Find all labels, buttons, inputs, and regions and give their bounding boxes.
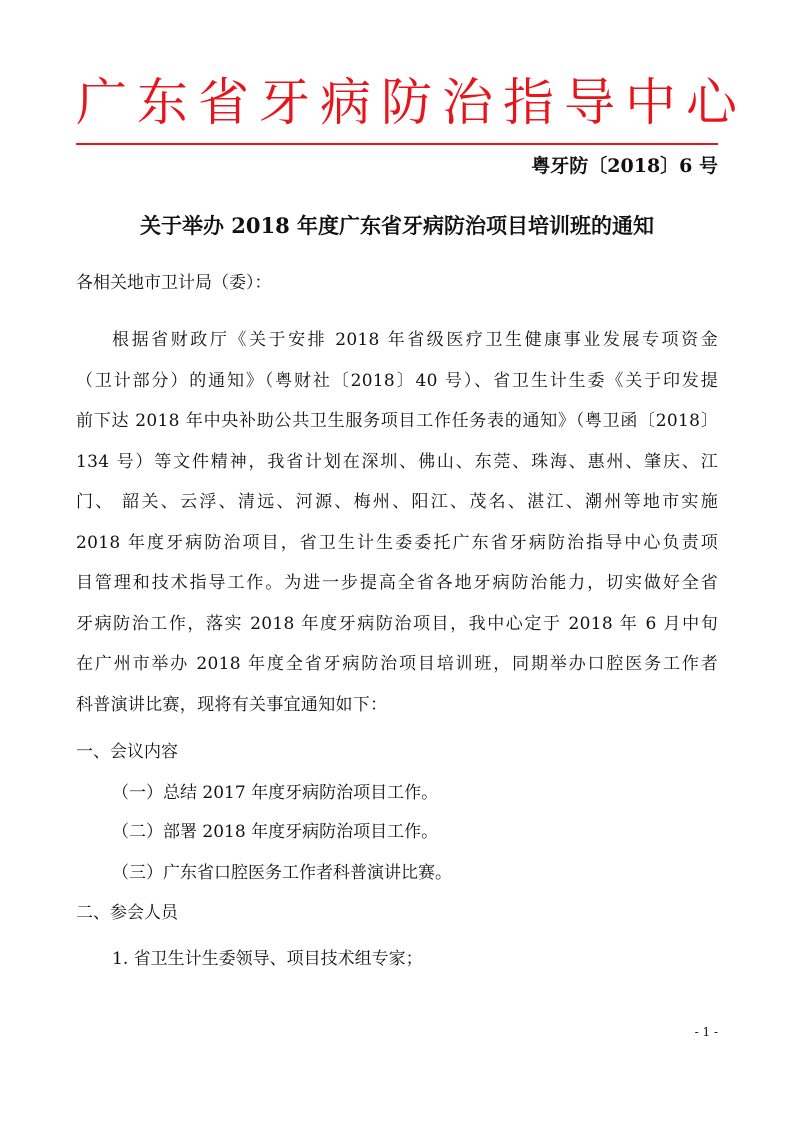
- meeting-item-2: （二）部署 2018 年度牙病防治项目工作。: [112, 822, 439, 842]
- body-line: 牙病防治工作，落实 2018 年度牙病防治项目，我中心定于 2018 年 6 月中旬: [76, 613, 718, 634]
- addressee: 各相关地市卫计局（委）：: [76, 273, 272, 293]
- document-title: 关于举办 2018 年度广东省牙病防治项目培训班的通知: [139, 213, 655, 238]
- body-paragraph: [76, 320, 718, 725]
- body-line: 门、 韶关、云浮、清远、河源、梅州、阳江、茂名、湛江、潮州等地市实施: [76, 492, 718, 512]
- meeting-item-1: （一）总结 2017 年度牙病防治项目工作。: [112, 783, 439, 803]
- body-line: 目管理和技术指导工作。为进一步提高全省各地牙病防治能力，切实做好全省: [76, 573, 718, 593]
- meeting-item-3: （三）广东省口腔医务工作者科普演讲比赛。: [112, 863, 452, 883]
- body-line: 2018 年度牙病防治项目，省卫生计生委委托广东省牙病防治指导中心负责项: [76, 532, 718, 553]
- body-line: 134 号）等文件精神，我省计划在深圳、佛山、东莞、珠海、惠州、肇庆、江: [76, 451, 718, 472]
- body-line: 前下达 2018 年中央补助公共卫生服务项目工作任务表的通知》（粤卫函〔2018〕: [76, 411, 718, 431]
- page-number: - 1 -: [694, 1025, 718, 1039]
- attendee-item-1: 1. 省卫生计生委领导、项目技术组专家；: [112, 949, 423, 969]
- body-line: 根据省财政厅《关于安排 2018 年省级医疗卫生健康事业发展专项资金: [112, 330, 718, 350]
- red-header-rule: [76, 143, 718, 145]
- body-line: （卫计部分）的通知》（粤财社〔2018〕40 号）、省卫生计生委《关于印发提: [76, 370, 718, 391]
- body-line: 科普演讲比赛，现将有关事宜通知如下：: [76, 694, 388, 715]
- body-line: 在广州市举办 2018 年度全省牙病防治项目培训班，同期举办口腔医务工作者: [76, 654, 718, 674]
- section-heading-attendees: 二、参会人员: [76, 903, 178, 923]
- issuing-organization-header: 广东省牙病防治指导中心: [76, 74, 748, 133]
- document-number: 粤牙防〔2018〕6 号: [531, 155, 718, 177]
- section-heading-meeting-content: 一、会议内容: [76, 742, 178, 762]
